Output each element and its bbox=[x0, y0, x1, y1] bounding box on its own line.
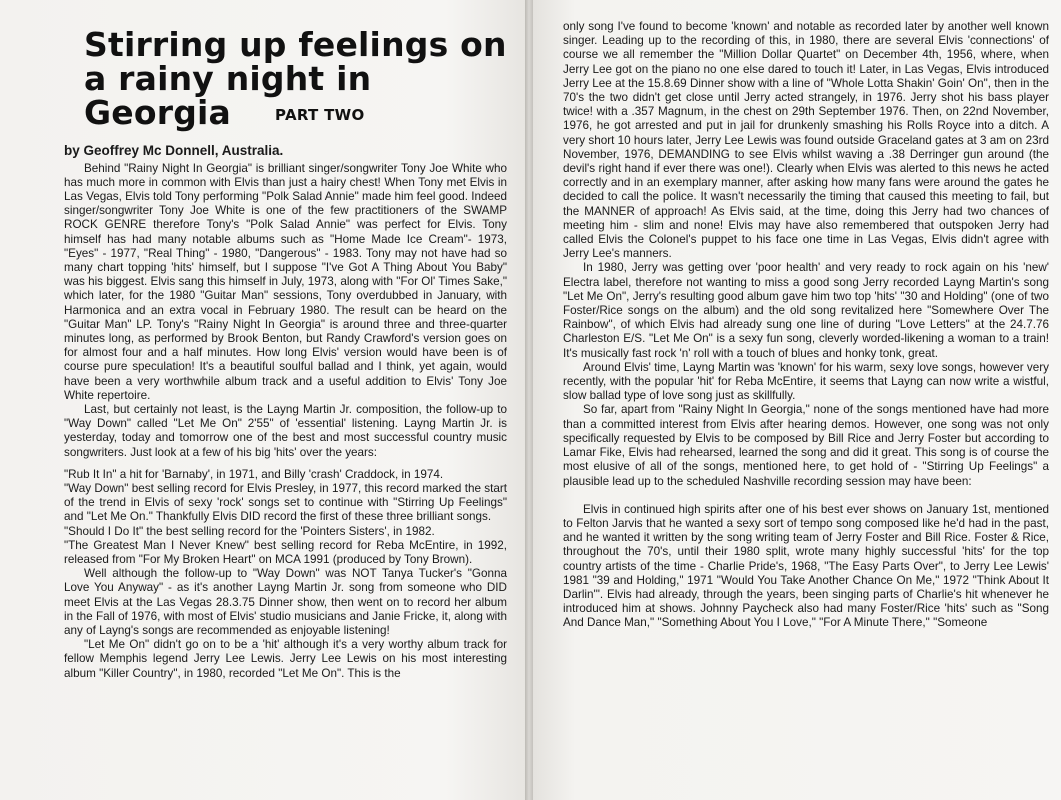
article-title-text: Stirring up feelings on a rainy night in Georgia bbox=[84, 25, 507, 132]
right-page bbox=[533, 0, 1061, 800]
paragraph: "The Greatest Man I Never Knew" best selling record for Reba McEntire, in 1992, released from "For My Broken Heart" on MCA 1991 (produced by Tony Brown). bbox=[64, 538, 507, 566]
paragraph: Well although the follow-up to "Way Down" was NOT Tanya Tucker's "Gonna Love You Anyway" - as it's another Layng Martin Jr. song from someone who DID meet Elvis at the Las Vegas 28.3.75 Dinner show, then went on to record her album in the Fall of 1976, with most of Elvis' studio musicians and Janie Fricke, it, along with any of Layng's songs are recommended as enjoyable listening! bbox=[64, 567, 507, 637]
paragraph: So far, apart from "Rainy Night In Georgia," none of the songs mentioned have had more than a committed interest from Elvis after hearing demos. However, one song was not only specifically requested by Elvis to be composed by Bill Rice and Jerry Foster but according to Lamar Fike, Elvis had rehearsed, learned the song and did it great. This song is of course the most elusive of all of the songs, mentioned here, to get hold of - "Stirring Up Feelings" a plausible lead up to the scheduled Nashville recording session may have been: bbox=[563, 403, 1049, 488]
article-byline: by Geoffrey Mc Donnell, Australia. bbox=[64, 142, 284, 158]
paragraph: Behind "Rainy Night In Georgia" is brilliant singer/songwriter Tony Joe White who has much more in common with Elvis than just a hairy chest! When Tony met Elvis in Las Vegas, Elvis told Tony performing "Polk Salad Annie" made him feel good. Indeed singer/songwriter Tony Joe White is one of the few practitioners of the SWAMP ROCK GENRE therefore Tony's "Polk Salad Annie" was perfect for Elvis. Tony himself has had many notable albums such as "Home Made Ice Cream"- 1973, "Eyes" - 1977, "Real Thing" - 1980, "Dangerous" - 1983. Tony may not have had so many chart topping 'hits' himself, but I suppose "I've Got A Thing About You Baby" was his biggest. Elvis sang this himself in July, 1973, along with "For Ol' Times Sake," which later, for the 1980 "Guitar Man" sessions, Tony overdubbed in January, with Harmonica and an extra vocal in February 1980. The result can be heard on the "Guitar Man" LP. Tony's "Rainy Night In Georgia" is around three and three-quarter minutes long, as performed by Brook Benton, but Randy Crawford's version goes on for almost four and a half minutes. How long Elvis' version would have been is of course pure speculation! It's a beautiful soulful ballad and I think, yet again, would have been a very worthwhile album track and a useful addition to Elvis' Tony Joe White repertoire. bbox=[64, 161, 507, 402]
paragraph: only song I've found to become 'known' and notable as recorded later by another well known singer. Leading up to the recording of this, in 1980, there are several Elvis 'connections' of course we all remember the "Million Dollar Quartet" on December 4th, 1956, where, when Jerry Lee got on the piano no one else dared to touch it! Later, in Las Vegas, Elvis introduced Jerry Lee at the 15.8.69 Dinner show with a line of "Whole Lotta Shakin' Goin' On", then in the 70's the two didn't get close until Jerry acted strangely, in 1976. Jerry shot his bass player twice! with a .357 Magnum, in the chest on 29th September 1976. Then, on 22nd November, 1976, he got arrested and put in jail for drunkenly smashing his Rolls Royce into a ditch. A very short 10 hours later, Jerry Lee Lewis was found outside Graceland gates at 3 am on 23rd November, 1976, DEMANDING to see Elvis whilst waving a .38 Derringer gun around (the devil's right hand if ever there was one!). Clearly when Elvis was alerted to this news he acted correctly and in an exemplary manner, after asking how many fans were around the gates he decided to call the police. It wasn't necessarily the timing that caused this meeting to fail, but the MANNER of approach! As Elvis said, at the time, doing this Jerry had two chances of meeting him - slim and none! Elvis may have also remembered that outspoken Jerry had called Elvis the Colonel's puppet to his face one time in Las Vegas, Elvis didn't agree with Jerry Lee's manners. bbox=[563, 20, 1049, 261]
paragraph: Elvis in continued high spirits after one of his best ever shows on January 1st, mentioned to Felton Jarvis that he wanted a sexy sort of tempo song composed like he'd had in the past, and he wanted it written by the song writing team of Jerry Foster and Bill Rice. Foster & Rice, throughout the 70's, until their 1980 split, wrote many highly successful 'hits' for the top country artists of the time - Charlie Pride's, 1968, "The Easy Parts Over", to Jerry Lee Lewis' 1981 "39 and Holding," 1971 "Would You Take Another Chance On Me," 1972 "Think About It Darlin'". Elvis had already, through the years, been singing parts of Charlie's hit whenever he introduced him at shows. Johnny Paycheck also had many Foster/Rice 'hits' such as "Song And Dance Man," "Something About You I Love," "For A Minute There," "Someone bbox=[563, 502, 1049, 630]
left-page bbox=[0, 0, 525, 800]
article-part-label: PART TWO bbox=[275, 105, 365, 124]
paragraph: Around Elvis' time, Layng Martin was 'known' for his warm, sexy love songs, however very recently, with the popular 'hit' for Reba McEntire, it seems that Layng can now write a wistful, slow ballad type of love song just as skillfully. bbox=[563, 360, 1049, 403]
paragraph: "Rub It In" a hit for 'Barnaby', in 1971, and Billy 'crash' Craddock, in 1974. bbox=[64, 467, 444, 481]
article-title bbox=[84, 25, 507, 132]
book-gutter bbox=[525, 0, 533, 800]
paragraph: "Way Down" best selling record for Elvis Presley, in 1977, this record marked the start of the trend in Elvis of sexy 'rock' songs set to continue with "Stirring Up Feelings" and "Let Me On." Thankfully Elvis DID record the first of these three brilliant songs. bbox=[64, 481, 507, 524]
right-page-body bbox=[563, 20, 1049, 631]
paragraph: Last, but certainly not least, is the Layng Martin Jr. composition, the follow-up to "Way Down" called "Let Me On" 2'55" of 'essential' listening. Layng Martin Jr. is yesterday, today and tomorrow one of the best and most successful country music songwriters. Just look at a few of his big 'hits' over the years: bbox=[64, 402, 507, 459]
left-page-body bbox=[64, 162, 507, 681]
paragraph: In 1980, Jerry was getting over 'poor health' and very ready to rock again on his 'new' Electra label, therefore not wanting to miss a good song Jerry recorded Layng Martin's song "Let Me On", Jerry's resulting good album gave him two top 'hits' "30 and Holding" (one of two Foster/Rice songs on the album) and the old song revitalized here "Somewhere Over The Rainbow", of which Elvis had already sung one line of during "Love Letters" at the 24.7.76 Charleston E/S. "Let Me On" is a sexy fun song, cleverly worded-likening a woman to a train! It's musically fast rock 'n' roll with a touch of blues and honky tonk, great. bbox=[563, 261, 1049, 360]
paragraph: "Let Me On" didn't go on to be a 'hit' although it's a very worthy album track for fellow Memphis legend Jerry Lee Lewis. Jerry Lee Lewis on his most interesting album "Killer Country", in 1980, recorded "Let Me On". This is the bbox=[64, 638, 507, 680]
paragraph: "Should I Do It" the best selling record for the 'Pointers Sisters', in 1982. bbox=[64, 524, 435, 538]
